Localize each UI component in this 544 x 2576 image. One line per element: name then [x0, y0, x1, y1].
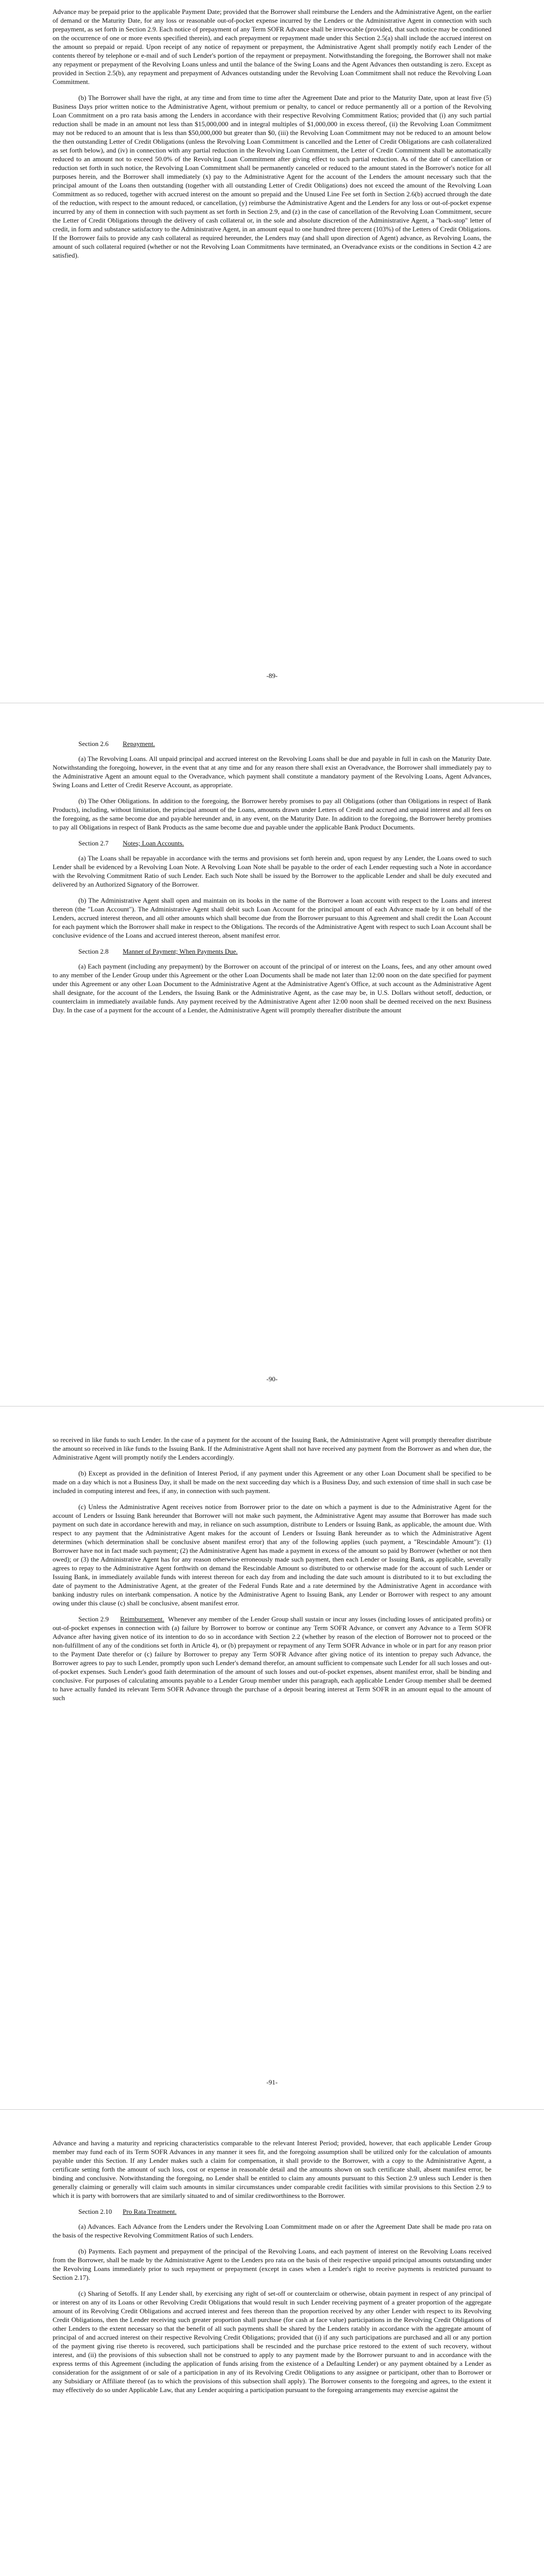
document-page-4 [0, 2110, 544, 2576]
paragraph: (a) Advances. Each Advance from the Lenders under the Revolving Loan Commitment made on or after the Agreement Date shall be made pro rata on the basis of the respective Revolving Commitment Ratios of such Lenders. [53, 2223, 491, 2239]
paragraph: (b) Except as provided in the definition of Interest Period, if any payment under this Agreement or any other Loan Document shall be specified to be made on a day which is not a Business Day, it shall be made on the next succeeding day which is a Business Day, and such extension of time shall in such case be included in computing interest and fees, if any, in connection with such payment. [53, 1469, 491, 1495]
inline-section-paragraph [53, 1615, 491, 1702]
page-number: -89- [266, 672, 278, 680]
paragraph: so received in like funds to such Lender. In the case of a payment for the account of the Issuing Bank, the Administrative Agent will promptly thereafter distribute the amount so received in like funds to the Issuing Bank. If the Administrative Agent shall not have received any payment from the Borrower as and when due, the Administrative Agent will promptly notify the Lenders accordingly. [53, 1436, 491, 1461]
section-heading: Section 2.7 Notes; Loan Accounts. [78, 839, 184, 847]
paragraph: (b) Payments. Each payment and prepayment of the principal of the Revolving Loans, and each payment of interest on the Revolving Loans received from the Borrower, shall be made by the Administrative Agent to the Lenders pro rata on the basis of their respective unpaid principal amounts outstanding under the Revolving Loans immediately prior to such repayment or prepayment (except in cases when a Lender's right to receive payments is restricted pursuant to Section 2.17). [53, 2247, 491, 2281]
page-number: -90- [266, 1375, 278, 1383]
page-4-body [53, 2139, 491, 2401]
page-3-body [53, 1435, 491, 1709]
section-number: Section 2.9 [78, 1615, 109, 1623]
document-page-2 [0, 703, 544, 1406]
section-heading: Section 2.10 Pro Rata Treatment. [78, 2208, 177, 2215]
document-page-3 [0, 1406, 544, 2109]
paragraph: (a) The Loans shall be repayable in accordance with the terms and provisions set forth herein and, upon request by any Lender, the Loans owed to such Lender shall be evidenced by a Revolving Loan Note. A Revolving Loan Note shall be payable to the order of each Lender requesting such a Note in accordance with the Revolving Commitment Ratio of such Lender. Each such Note shall be issued by the Borrower to the applicable Lender and shall be duly executed and delivered by an Authorized Signatory of the Borrower. [53, 854, 491, 888]
paragraph: (c) Sharing of Setoffs. If any Lender shall, by exercising any right of set-off or counterclaim or otherwise, obtain payment in respect of any principal of or interest on any of its Loans or other Revolving Credit Obligations that would result in such Lender receiving payment of a greater proportion of the aggregate amount of its Revolving Credit Obligations and accrued interest and fees thereon than the proportion received by any other Lender with respect to its Revolving Credit Obligations, then the Lender receiving such greater proportion shall purchase (for cash at face value) participations in the Revolving Credit Obligations of other Lenders to the extent necessary so that the benefit of all such payments shall be shared by the Lenders ratably in accordance with the aggregate amount of principal of and accrued interest on their respective Revolving Credit Obligations; provided that (i) if any such participations are purchased and all or any portion of the payment giving rise thereto is recovered, such participations shall be rescinded and the purchase price restored to the extent of such recovery, without interest, and (ii) the provisions of this subsection shall not be construed to apply to any payment made by the Borrower pursuant to and in accordance with the express terms of this Agreement (including the application of funds arising from the existence of a Defaulting Lender) or any payment obtained by a Lender as consideration for the assignment of or sale of a participation in any of its Revolving Credit Obligations to any assignee or participant, other than to Borrower or any Subsidiary or Affiliate thereof (as to which the provisions of this subsection shall apply). The Borrower consents to the foregoing and agrees, to the extent it may effectively do so under Applicable Law, that any Lender acquiring a participation pursuant to the foregoing arrangements may exercise against the [53, 2290, 491, 2394]
paragraph: (a) The Revolving Loans. All unpaid principal and accrued interest on the Revolving Loans shall be due and payable in full in cash on the Maturity Date. Notwithstanding the foregoing, however, in the event that at any time and for any reason there shall exist an Overadvance, the Borrower shall immediately pay to the Administrative Agent an amount equal to the Overadvance, which payment shall constitute a mandatory payment of the Revolving Loans, Agent Advances, Swing Loans and Letter of Credit Reserve Account, as appropriate. [53, 755, 491, 789]
paragraph: (a) Each payment (including any prepayment) by the Borrower on account of the principal of or interest on the Loans, fees, and any other amount owed to any member of the Lender Group under this Agreement or the other Loan Documents shall be made not later than 12:00 noon on the date specified for payment under this Agreement or any other Loan Document to the Administrative Agent at the Administrative Agent's Office, at such account as the Administrative Agent shall designate, for the account of the Lenders, the Issuing Bank or the Administrative Agent, as the case may be, in U.S. Dollars without setoff, deduction, or counterclaim in immediately available funds. Any payment received by the Administrative Agent after 12:00 noon shall be deemed received on the next Business Day. In the case of a payment for the account of a Lender, the Administrative Agent will promptly thereafter distribute the amount [53, 962, 491, 1014]
section-heading: Section 2.8 Manner of Payment; When Payments Due. [78, 947, 238, 955]
paragraph: (b) The Borrower shall have the right, at any time and from time to time after the Agreement Date and prior to the Maturity Date, upon at least five (5) Business Days prior written notice to the Administrative Agent, without premium or penalty, to cancel or reduce permanently all or a portion of the Revolving Loan Commitment on a pro rata basis among the Lenders in accordance with their respective Revolving Commitment Ratios; provided that (i) any such partial reduction shall be made in an amount not less than $15,000,000 and in integral multiples of $1,000,000 in excess thereof, (ii) the Revolving Loan Commitment may not be reduced to an amount that is less than $50,000,000 but greater than $0, (iii) the Revolving Loan Commitment may not be reduced to an amount below the then outstanding Letter of Credit Obligations (unless the Revolving Loan Commitment is cancelled and the Letter of Credit Obligations are cash collateralized as set forth below), and (iv) in connection with any partial reduction in the Revolving Loan Commitment, the Letter of Credit Commitment shall be automatically reduced to an amount not to exceed 50.0% of the Revolving Loan Commitment after giving effect to such partial reduction. As of the date of cancellation or reduction set forth in such notice, the Revolving Loan Commitment shall be permanently canceled or reduced to the amount stated in the Borrower's notice for all purposes herein, and the Borrower shall immediately (x) pay to the Administrative Agent for the account of the Lenders the amount necessary such that the principal amount of the Loans then outstanding (together with all outstanding Letter of Credit Obligations) does not exceed the amount of the Revolving Loan Commitment as so reduced, together with accrued interest on the amount so prepaid and the Unused Line Fee set forth in Section 2.6(b) accrued through the date of the reduction, with respect to the amount reduced, or cancellation, (y) reimburse the Administrative Agent and the Lenders for any loss or out-of-pocket expense incurred by any of them in connection with such payment as set forth in Section 2.9, and (z) in the case of cancellation of the Revolving Loan Commitment, secure the Letter of Credit Obligations through the delivery of cash collateral or, in the sole and absolute discretion of the Administrative Agent, a "back-stop" letter of credit, in form and substance satisfactory to the Administrative Agent, in an amount equal to one hundred three percent (103%) of the Letters of Credit Obligations. If the Borrower fails to provide any cash collateral as required hereunder, the Lenders may (and shall upon direction of Agent) advance, as Revolving Loans, the amount of such collateral required (whether or not the Revolving Loan Commitments have terminated, an Overadvance exists or the conditions in Section 4.2 are satisfied). [53, 94, 491, 259]
section-text: Whenever any member of the Lender Group shall sustain or incur any losses (including losses of anticipated profits) or out-of-pocket expenses in connection with (a) failure by Borrower to borrow or continue any Term SOFR Advance, or convert any Advance to a Term SOFR Advance after having given notice of its intention to do so in accordance with Section 2.2 (whether by reason of the election of Borrower not to proceed or the non-fulfillment of any of the conditions set forth in Article 4), or (b) prepayment or repayment of any Term SOFR Advance in whole or in part for any reason prior to the Payment Date therefor or (c) failure by Borrower to prepay any Term SOFR Advance after giving notice of its intention to prepay such Advance, the Borrower agrees to pay to such Lender, promptly upon such Lender's demand therefor, an amount sufficient to compensate such Lender for all such losses and out-of-pocket expenses. Such Lender's good faith determination of the amount of such losses and out-of-pocket expenses, absent manifest error, shall be binding and conclusive. For purposes of calculating amounts payable to a Lender Group member under this paragraph, each applicable Lender Group member shall be deemed to have actually funded its relevant Term SOFR Advance through the purchase of a deposit bearing interest at Term SOFR in an amount equal to the amount of such [53, 1615, 492, 1702]
page-1-body [53, 7, 491, 267]
paragraph: Advance may be prepaid prior to the applicable Payment Date; provided that the Borrower shall reimburse the Lenders and the Administrative Agent, on the earlier of demand or the Maturity Date, for any loss or reasonable out-of-pocket expense incurred by the Lenders or the Administrative Agent in connection with such prepayment, as set forth in Section 2.9. Each notice of prepayment of any Term SOFR Advance shall be irrevocable (provided, that such notice may be conditioned on the occurrence of one or more events specified therein), and each prepayment or repayment made under this Section 2.5(a) shall include the accrued interest on the amount so prepaid or repaid. Upon receipt of any notice of repayment or prepayment, the Administrative Agent shall promptly notify each Lender of the contents thereof by telephone or e-mail and of such Lender's portion of the repayment or prepayment. Notwithstanding the foregoing, the Borrower shall not make any repayment or prepayment of the Revolving Loans unless and until the balance of the Swing Loans and the Agent Advances then outstanding is zero. Except as provided in Section 2.5(b), any repayment and prepayment of Advances outstanding under the Revolving Loan Commitment shall not reduce the Revolving Loan Commitment. [53, 8, 491, 86]
paragraph: (b) The Administrative Agent shall open and maintain on its books in the name of the Borrower a loan account with respect to the Loans and interest thereon (the "Loan Account"). The Administrative Agent shall debit such Loan Account for the principal amount of each Advance made by it on behalf of the Lenders, accrued interest thereon, and all other amounts which shall become due from the Borrower pursuant to this Agreement and shall credit the Loan Account for each payment which the Borrower shall make in respect to the Obligations. The records of the Administrative Agent with respect to such Loan Account shall be conclusive evidence of the Loans and accrued interest thereon, absent manifest error. [53, 896, 491, 939]
page-2-body [53, 739, 491, 1022]
section-heading: Section 2.6 Repayment. [78, 740, 155, 748]
document-page-1 [0, 0, 544, 703]
paragraph: (b) The Other Obligations. In addition to the foregoing, the Borrower hereby promises to pay all Obligations (other than Obligations in respect of Bank Products), including, without limitation, the principal amount of the Loans, amounts drawn under Letters of Credit and accrued and unpaid interest and all fees on the foregoing, as the same become due and payable hereunder and, in any event, on the Maturity Date. In addition to the foregoing, the Borrower hereby promises to pay all Obligations in respect of Bank Products as the same become due and payable under the applicable Bank Product Documents. [53, 797, 491, 831]
paragraph: (c) Unless the Administrative Agent receives notice from Borrower prior to the date on which a payment is due to the Administrative Agent for the account of Lenders or Issuing Bank hereunder that Borrower will not make such payment, the Administrative Agent may assume that Borrower has made such payment on such date in accordance herewith and may, in reliance on such assumption, distribute to Lenders or Issuing Bank, as applicable, the amount due. With respect to any payment that the Administrative Agent makes for the account of Lenders or Issuing Bank hereunder as to which the Administrative Agent determines (which determination shall be conclusive absent manifest error) that any of the following applies (such payment, a "Rescindable Amount"): (1) Borrower have not in fact made such payment; (2) the Administrative Agent has made a payment in excess of the amount so paid by Borrower (whether or not then owed); or (3) the Administrative Agent has for any reason otherwise erroneously made such payment, then each Lender or Issuing Bank, as applicable, severally agrees to repay to the Administrative Agent forthwith on demand the Rescindable Amount so distributed to or otherwise made for the account of such Lender or Issuing Bank, in immediately available funds with interest thereon for each day from and including the date such amount is distributed to it to but excluding the date of payment to the Administrative Agent, at the greater of the Federal Funds Rate and a rate determined by the Administrative Agent in accordance with banking industry rules on interbank compensation. A notice by the Administrative Agent to Issuing Bank, any Lender or Borrower with respect to any amount owing under this clause (c) shall be conclusive, absent manifest error. [53, 1503, 491, 1607]
section-title: Reimbursement. [120, 1615, 164, 1623]
paragraph: Advance and having a maturity and repricing characteristics comparable to the relevant Interest Period; provided, however, that each applicable Lender Group member may fund each of its Term SOFR Advances in any manner it sees fit, and the foregoing assumption shall be utilized only for the calculation of amounts payable under this Section. If any Lender makes such a claim for compensation, it shall provide to the Borrower, with a copy to the Administrative Agent, a certificate setting forth the amount of such loss, cost or expense in reasonable detail and the amounts shown on such certificate shall, absent manifest error, be binding and conclusive. Notwithstanding the foregoing, no Lender shall be entitled to claim any amounts pursuant to this Section 2.9 unless such Lender is then generally claiming or generally will claim such amounts in similar circumstances under comparable credit facilities with similar provisions to this Section 2.9 to which it is party with borrowers that are similarly situated to and of similar creditworthiness to the Borrower. [53, 2139, 491, 2199]
page-number: -91- [266, 2078, 278, 2086]
